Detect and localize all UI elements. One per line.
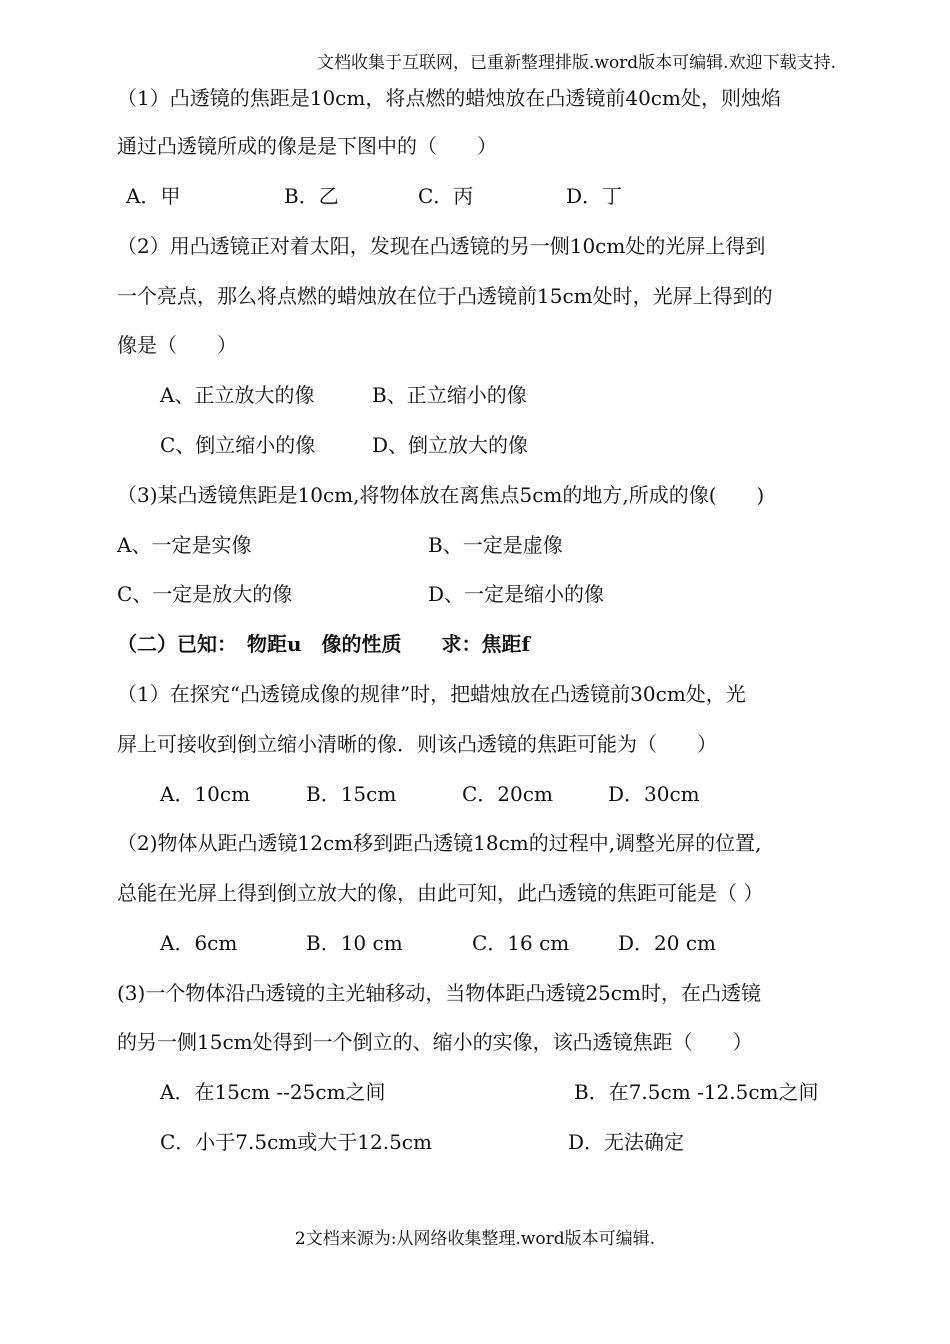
option-a: A．甲 [126, 184, 181, 208]
option-c: C、倒立缩小的像 [160, 433, 316, 457]
q2-2-line1: （2)物体从距凸透镜12cm移到距凸透镜18cm的过程中,调整光屏的位置, [117, 831, 762, 855]
q2-3-line2: 的另一侧15cm处得到一个倒立的、缩小的实像，该凸透镜焦距（ ） [117, 1030, 753, 1054]
option-d: D．20 cm [618, 931, 717, 955]
option-c: C．16 cm [472, 931, 570, 955]
option-d: D、一定是缩小的像 [428, 582, 605, 606]
q1-3-line1: （3)某凸透镜焦距是10cm,将物体放在离焦点5cm的地方,所成的像( ) [117, 483, 765, 507]
option-b: B．15cm [306, 782, 397, 806]
option-b: B．10 cm [306, 931, 403, 955]
option-b: B、一定是虚像 [428, 533, 563, 557]
option-c: C、一定是放大的像 [117, 582, 293, 606]
option-a: A．在15cm --25cm之间 [160, 1080, 386, 1104]
option-d: D、倒立放大的像 [372, 433, 529, 457]
q1-2-line1: （2）用凸透镜正对着太阳，发现在凸透镜的另一侧10cm处的光屏上得到 [117, 234, 766, 258]
q1-2-line2: 一个亮点，那么将点燃的蜡烛放在位于凸透镜前15cm处时，光屏上得到的 [117, 284, 773, 308]
section-2-heading: （二）已知： 物距u 像的性质 求：焦距f [117, 632, 531, 656]
option-c: C．20cm [462, 782, 553, 806]
option-b: B．乙 [284, 184, 339, 208]
option-a: A．6cm [160, 931, 238, 955]
q1-1-line1: （1）凸透镜的焦距是10cm，将点燃的蜡烛放在凸透镜前40cm处，则烛焰 [117, 86, 781, 110]
option-a: A、正立放大的像 [160, 383, 315, 407]
q2-1-line1: （1）在探究“凸透镜成像的规律”时，把蜡烛放在凸透镜前30cm处，光 [117, 682, 746, 706]
option-d: D．30cm [608, 782, 700, 806]
q2-2-line2: 总能在光屏上得到倒立放大的像，由此可知，此凸透镜的焦距可能是（ ） [117, 881, 764, 905]
option-a: A、一定是实像 [117, 533, 252, 557]
page-header: 文档收集于互联网，已重新整理排版.word版本可编辑.欢迎下载支持. [316, 53, 836, 73]
option-b: B．在7.5cm -12.5cm之间 [574, 1080, 819, 1104]
q2-3-line1: (3)一个物体沿凸透镜的主光轴移动，当物体距凸透镜25cm时，在凸透镜 [117, 981, 761, 1005]
option-a: A．10cm [160, 782, 251, 806]
option-d: D．无法确定 [568, 1130, 685, 1154]
q1-1-line2: 通过凸透镜所成的像是是下图中的（ ） [117, 134, 497, 158]
q2-1-line2: 屏上可接收到倒立缩小清晰的像．则该凸透镜的焦距可能为（ ） [117, 732, 717, 756]
option-c: C．小于7.5cm或大于12.5cm [160, 1130, 432, 1154]
q1-2-line3: 像是（ ） [117, 333, 237, 357]
option-b: B、正立缩小的像 [372, 383, 527, 407]
option-d: D．丁 [566, 184, 623, 208]
option-c: C．丙 [418, 184, 474, 208]
page-footer: 2文档来源为:从网络收集整理.word版本可编辑. [294, 1229, 656, 1249]
